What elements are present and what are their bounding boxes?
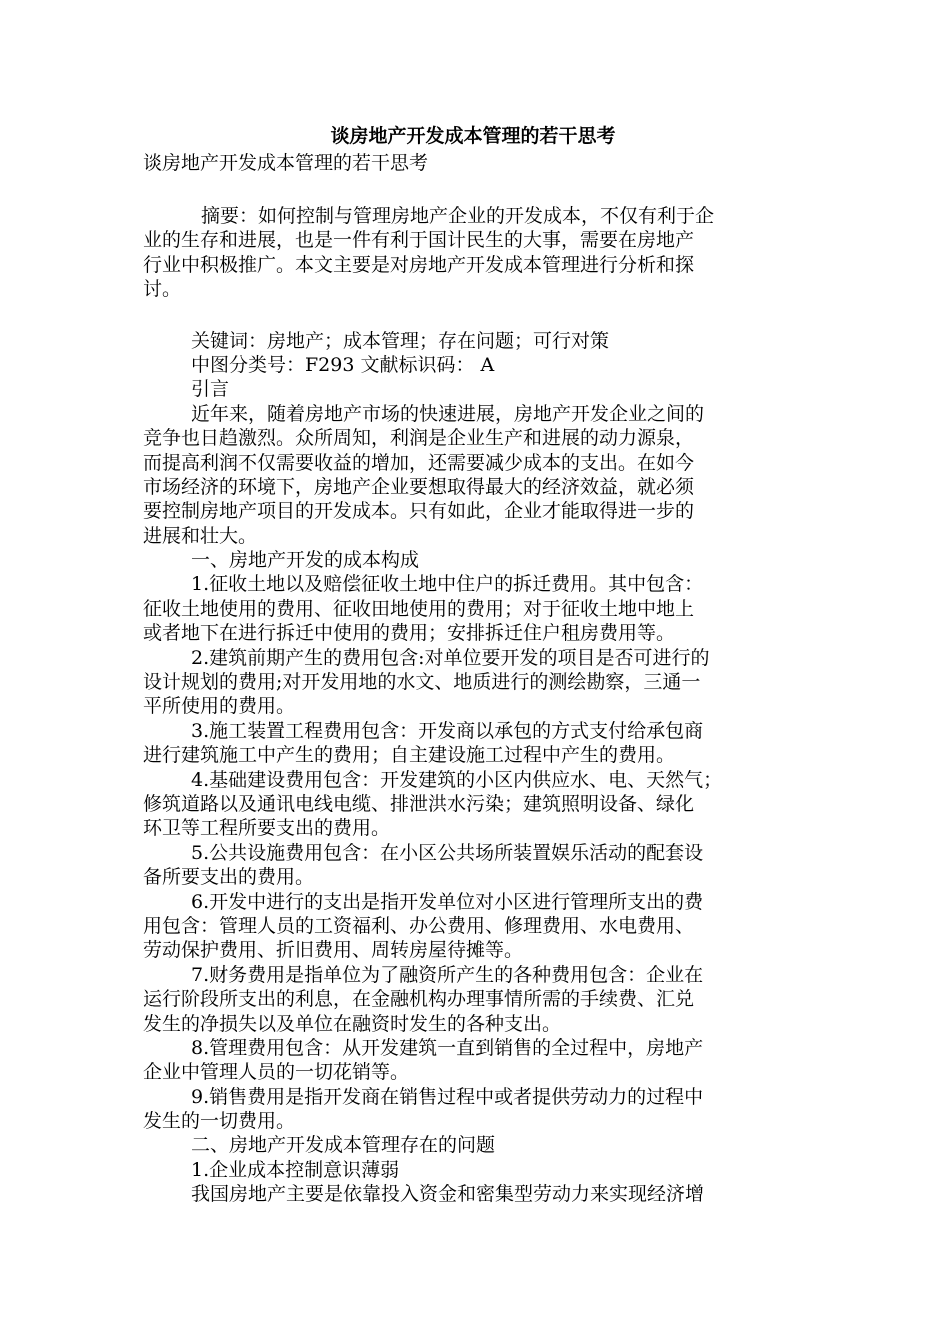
abstract-paragraph — [143, 204, 803, 302]
document-page — [143, 122, 803, 1207]
intro-line: 进展和壮大。 — [143, 524, 258, 547]
intro-line: 市场经济的环境下，房地产企业要想取得最大的经济效益，就必须 — [143, 475, 695, 498]
intro-line: 竞争也日趋激烈。众所周知，利润是企业生产和进展的动力源泉， — [143, 427, 695, 450]
body-paragraph: 我国房地产主要是依靠投入资金和密集型劳动力来实现经济增 — [191, 1183, 705, 1206]
list-item: 4.基础建设费用包含：开发建筑的小区内供应水、电、天然气； 修筑道路以及通讯电线电缆、排泄洪水污染；建筑照明设备、绿化 环卫等工程所要支出的费用。 — [143, 768, 723, 840]
classification-line: 中图分类号：F293 文献标识码： A — [191, 353, 495, 376]
intro-line: 近年来，随着房地产市场的快速进展，房地产开发企业之间的 — [191, 402, 705, 425]
section-heading: 一、房地产开发的成本构成 — [191, 549, 420, 572]
intro-paragraph — [143, 402, 803, 548]
list-item: 2.建筑前期产生的费用包含:对单位要开发的项目是否可进行的 设计规划的费用;对开发用地的水文、地质进行的测绘勘察，三通一 平所使用的费用。 — [143, 646, 710, 718]
subsection-heading: 1.企业成本控制意识薄弱 — [191, 1158, 400, 1181]
list-item: 6.开发中进行的支出是指开发单位对小区进行管理所支出的费 用包含：管理人员的工资福利、办公费用、修理费用、水电费用、 劳动保护费用、折旧费用、周转房屋待摊等。 — [143, 890, 704, 962]
list-item: 7.财务费用是指单位为了融资所产生的各种费用包含：企业在 运行阶段所支出的利息，在金融机构办理事情所需的手续费、汇兑 发生的净损失以及单位在融资时发生的各种支出。 — [143, 963, 704, 1035]
document-subtitle: 谈房地产开发成本管理的若干思考 — [143, 152, 429, 174]
abstract-line: 行业中积极推广。本文主要是对房地产开发成本管理进行分析和探 — [143, 253, 695, 276]
intro-heading: 引言 — [191, 378, 230, 401]
abstract-line: 业的生存和进展，也是一件有利于国计民生的大事，需要在房地产 — [143, 229, 695, 252]
list-item: 9.销售费用是指开发商在销售过程中或者提供劳动力的过程中 发生的一切费用。 — [143, 1085, 704, 1133]
abstract-line: 摘要：如何控制与管理房地产企业的开发成本，不仅有利于企 — [201, 205, 715, 227]
section-heading: 二、房地产开发成本管理存在的问题 — [191, 1134, 496, 1157]
blank-line — [143, 177, 803, 204]
intro-line: 要控制房地产项目的开发成本。只有如此，企业才能取得进一步的 — [143, 500, 695, 523]
blank-line — [143, 302, 803, 329]
keywords-line: 关键词：房地产；成本管理；存在问题；可行对策 — [191, 329, 610, 352]
intro-line: 而提高利润不仅需要收益的增加，还需要减少成本的支出。在如今 — [143, 451, 695, 474]
list-item: 5.公共设施费用包含：在小区公共场所装置娱乐活动的配套设 备所要支出的费用。 — [143, 841, 704, 889]
document-title: 谈房地产开发成本管理的若干思考 — [330, 125, 616, 147]
list-item: 8.管理费用包含：从开发建筑一直到销售的全过程中，房地产 企业中管理人员的一切花销等。 — [143, 1036, 704, 1084]
list-item: 3.施工装置工程费用包含：开发商以承包的方式支付给承包商 进行建筑施工中产生的费用；自主建设施工过程中产生的费用。 — [143, 719, 704, 767]
list-item: 1.征收土地以及赔偿征收土地中住户的拆迁费用。其中包含： 征收土地使用的费用、征收田地使用的费用；对于征收土地中地上 或者地下在进行拆迁中使用的费用；安排拆迁住户租房费用等。 — [143, 573, 704, 645]
abstract-line: 讨。 — [143, 278, 182, 301]
